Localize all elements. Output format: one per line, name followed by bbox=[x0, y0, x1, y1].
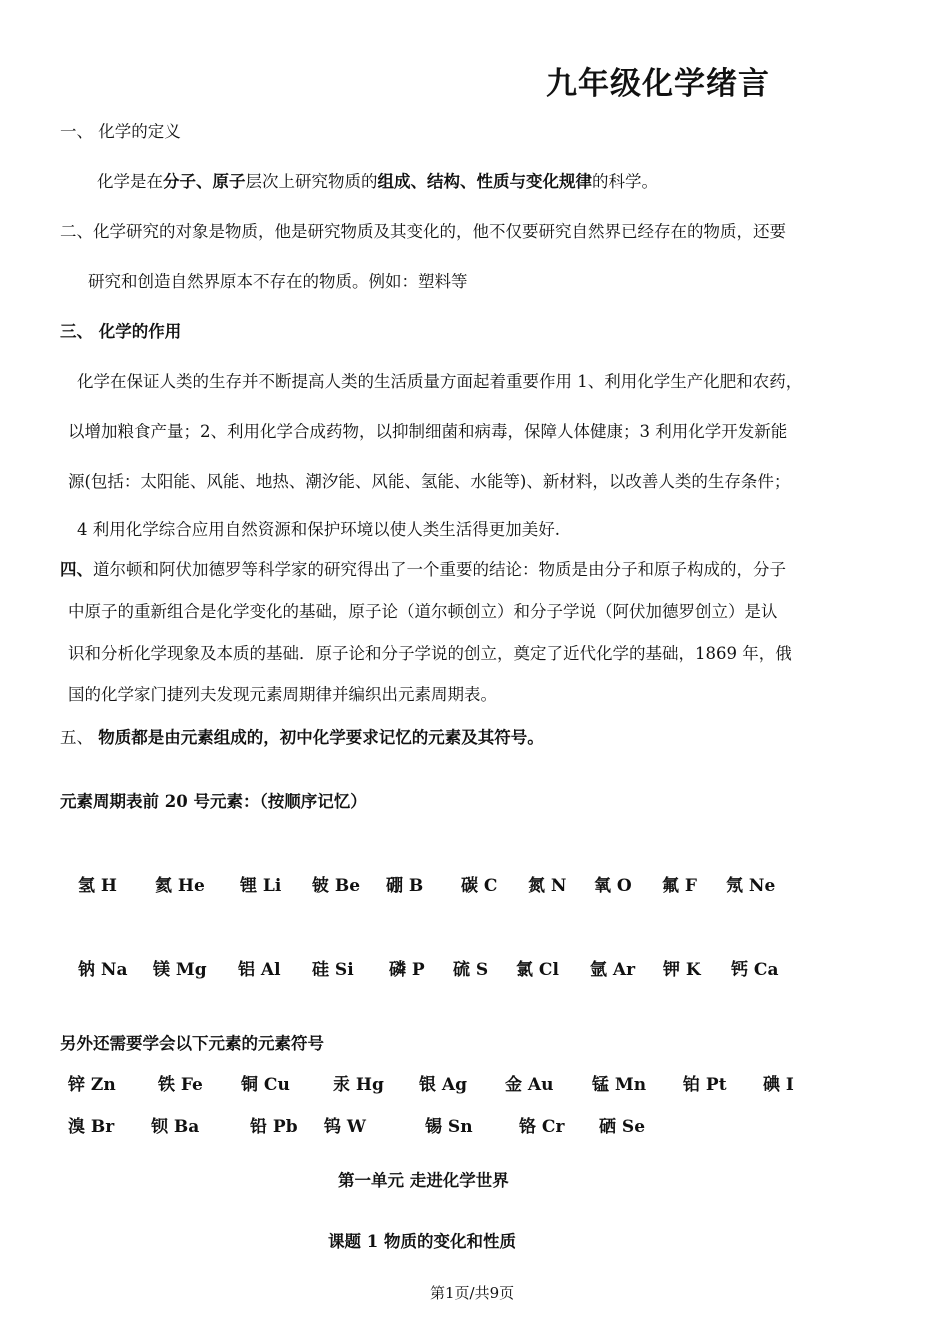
element-boron: 硼 B bbox=[386, 876, 424, 896]
element-iron: 铁 Fe bbox=[158, 1075, 203, 1095]
element-nitrogen: 氮 N bbox=[528, 876, 567, 896]
element-carbon: 碳 C bbox=[461, 876, 498, 896]
element-lead: 铅 Pb bbox=[250, 1117, 298, 1137]
definition-emphasis: 组成、结构、性质与变化规律 bbox=[377, 172, 592, 191]
section-3-line: 化学在保证人类的生存并不断提高人类的生活质量方面起着重要作用 1、利用化学生产化肥和农药， bbox=[77, 372, 803, 391]
definition-part: 层次上研究物质的 bbox=[245, 172, 378, 191]
section-2-line: 二、化学研究的对象是物质，他是研究物质及其变化的，他不仅要研究自然界已经存在的物质，还要 bbox=[60, 222, 786, 241]
extra-elements-heading: 另外还需要学会以下元素的元素符号 bbox=[60, 1034, 324, 1053]
element-barium: 钡 Ba bbox=[151, 1117, 200, 1137]
section-3-line: 4 利用化学综合应用自然资源和保护环境以使人类生活得更加美好. bbox=[77, 520, 560, 539]
element-mercury: 汞 Hg bbox=[333, 1075, 384, 1095]
section-5-prefix: 五、 bbox=[60, 728, 93, 747]
element-selenium: 硒 Se bbox=[599, 1117, 646, 1137]
element-chromium: 铬 Cr bbox=[519, 1117, 565, 1137]
element-lithium: 锂 Li bbox=[240, 876, 282, 896]
element-gold: 金 Au bbox=[505, 1075, 554, 1095]
element-sodium: 钠 Na bbox=[78, 960, 128, 980]
element-silicon: 硅 Si bbox=[312, 960, 354, 980]
section-3-line: 源(包括：太阳能、风能、地热、潮汐能、风能、氢能、水能等)、新材料，以改善人类的生存条件； bbox=[68, 472, 791, 491]
element-phosphorus: 磷 P bbox=[389, 960, 425, 980]
element-potassium: 钾 K bbox=[663, 960, 701, 980]
section-4-text: 道尔顿和阿伏加德罗等科学家的研究得出了一个重要的结论：物质是由分子和原子构成的，分子 bbox=[93, 560, 786, 579]
element-zinc: 锌 Zn bbox=[68, 1075, 116, 1095]
section-5-line bbox=[60, 727, 544, 749]
section-3-line: 以增加粮食产量；2、利用化学合成药物，以抑制细菌和病毒，保障人体健康；3 利用化学开发新能 bbox=[68, 422, 788, 441]
lesson-title: 课题 1 物质的变化和性质 bbox=[328, 1232, 516, 1251]
element-chlorine: 氯 Cl bbox=[516, 960, 559, 980]
element-copper: 铜 Cu bbox=[241, 1075, 290, 1095]
elements-heading: 元素周期表前 20 号元素：（按顺序记忆） bbox=[60, 792, 367, 811]
definition-emphasis: 分子、原子 bbox=[163, 172, 246, 191]
section-1-definition bbox=[97, 171, 658, 193]
element-aluminium: 铝 Al bbox=[238, 960, 281, 980]
element-oxygen: 氧 O bbox=[594, 876, 632, 896]
section-5-text: 物质都是由元素组成的，初中化学要求记忆的元素及其符号。 bbox=[98, 728, 544, 747]
element-tin: 锡 Sn bbox=[425, 1117, 473, 1137]
element-fluorine: 氟 F bbox=[662, 876, 697, 896]
element-magnesium: 镁 Mg bbox=[153, 960, 207, 980]
definition-part: 的科学。 bbox=[592, 172, 658, 191]
section-4-prefix: 四、 bbox=[60, 560, 93, 579]
section-4-line: 中原子的重新组合是化学变化的基础，原子论（道尔顿创立）和分子学说（阿伏加德罗创立）是认 bbox=[68, 602, 778, 621]
section-2-line: 研究和创造自然界原本不存在的物质。例如：塑料等 bbox=[88, 272, 468, 291]
element-hydrogen: 氢 H bbox=[78, 876, 117, 896]
section-4-line: 识和分析化学现象及本质的基础．原子论和分子学说的创立，奠定了近代化学的基础，1869 年，俄 bbox=[68, 644, 792, 663]
page-title: 九年级化学绪言 bbox=[546, 66, 770, 102]
element-tungsten: 钨 W bbox=[324, 1117, 367, 1137]
element-platinum: 铂 Pt bbox=[683, 1075, 727, 1095]
element-sulfur: 硫 S bbox=[453, 960, 489, 980]
unit-title: 第一单元 走进化学世界 bbox=[338, 1171, 509, 1190]
element-helium: 氦 He bbox=[155, 876, 205, 896]
element-calcium: 钙 Ca bbox=[731, 960, 779, 980]
element-bromine: 溴 Br bbox=[68, 1117, 115, 1137]
section-3-heading: 三、 化学的作用 bbox=[60, 322, 182, 341]
element-manganese: 锰 Mn bbox=[592, 1075, 647, 1095]
definition-part: 化学是在 bbox=[97, 172, 163, 191]
element-iodine: 碘 I bbox=[763, 1075, 794, 1095]
element-silver: 银 Ag bbox=[419, 1075, 467, 1095]
element-argon: 氩 Ar bbox=[590, 960, 636, 980]
section-1-heading: 一、 化学的定义 bbox=[60, 122, 181, 141]
section-4-line: 国的化学家门捷列夫发现元素周期律并编织出元素周期表。 bbox=[68, 685, 497, 704]
section-4-line bbox=[60, 559, 786, 581]
element-neon: 氖 Ne bbox=[726, 876, 776, 896]
page-number: 第1页/共9页 bbox=[430, 1284, 515, 1302]
element-beryllium: 铍 Be bbox=[312, 876, 361, 896]
